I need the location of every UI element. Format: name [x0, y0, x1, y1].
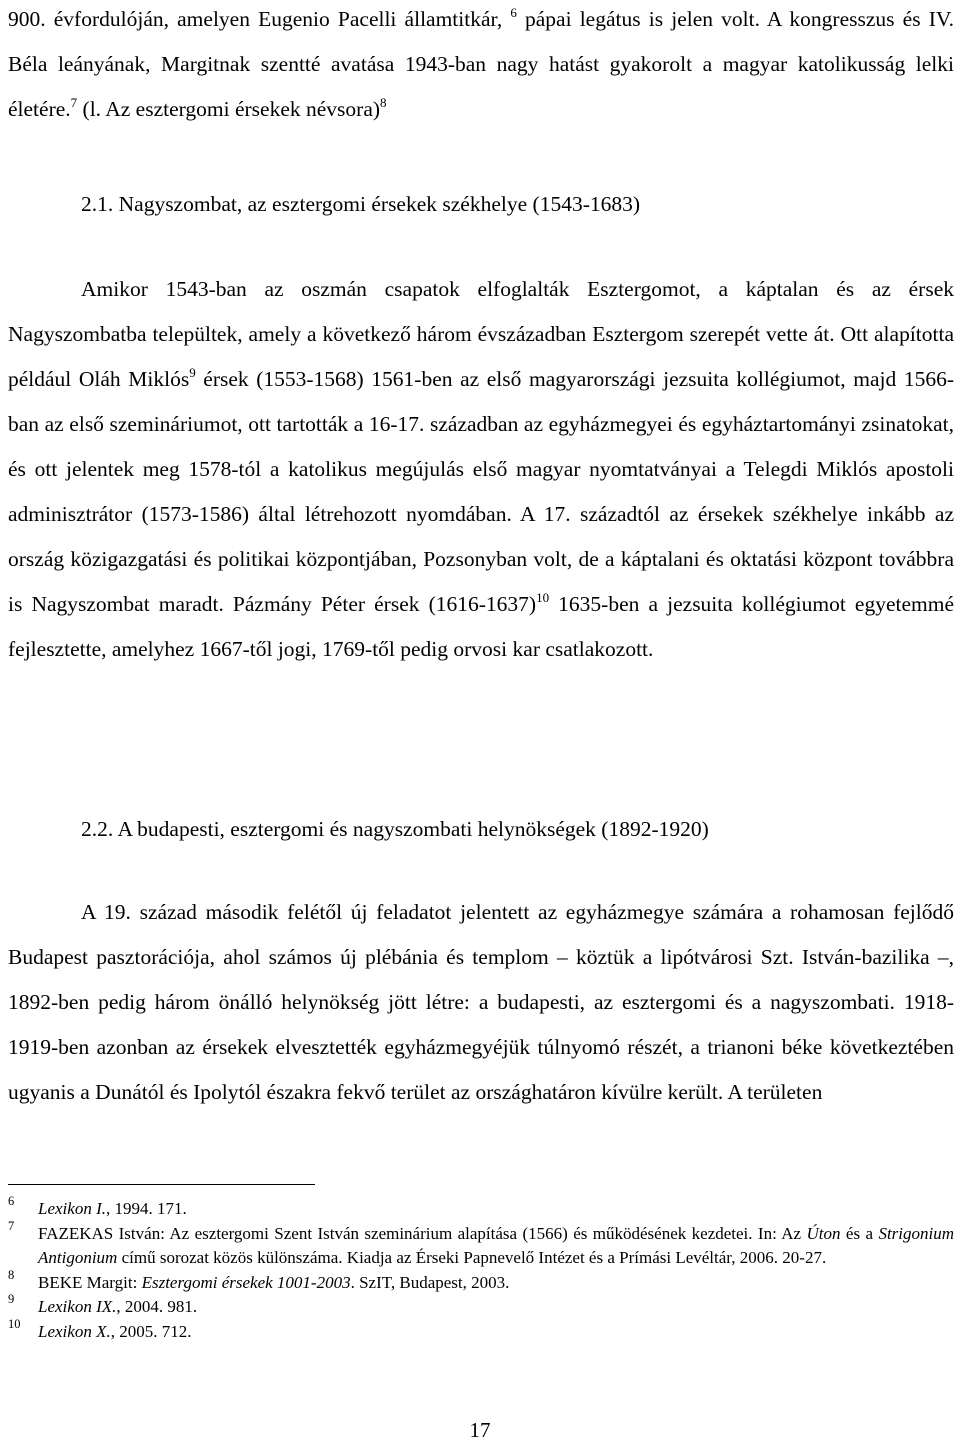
italic-run: Lexikon I.: [38, 1199, 106, 1218]
footnote-8: [8, 1267, 954, 1296]
italic-run: Úton: [806, 1223, 841, 1243]
footnote-9: [8, 1292, 954, 1320]
footnote-separator: [8, 1184, 315, 1185]
italic-run: Strigonium Antigonium: [38, 1223, 954, 1268]
footnote-text: [38, 1273, 509, 1292]
italic-run: Lexikon IX.: [38, 1297, 117, 1317]
footnote-number: 9: [8, 1292, 15, 1307]
text-run: , 1994. 171.: [105, 1199, 187, 1218]
footnote-ref-10[interactable]: 10: [536, 590, 550, 605]
text-run: , 2004. 981.: [116, 1297, 198, 1317]
footnote-ref-9[interactable]: 9: [189, 365, 196, 380]
footnote-text: [38, 1224, 954, 1268]
footnote-7: [8, 1218, 954, 1271]
text-run: című sorozat közös különszáma. Kiadja az Érseki Papnevelő Intézet és a Prímási Levéltár, 2006. 20-27.: [117, 1248, 827, 1268]
section-2-2-paragraph: A 19. század második felétől új feladatot jelentett az egyházmegye számára a rohamosan fejlődő Budapest pasztorációja, ahol számos új plébánia és templom – köztük a lipótvárosi Szt. István-bazilika –, 1892-ben pedig három önálló helynökség jött létre: a budapesti, az esztergomi és a nagyszombati. 1918-1919-ben azonban az érsekek elvesztették egyházmegyéjük túlnyomó részét, a trianoni béke következtében ugyanis a Dunától és Ipolytól északra fekvő terület az országhatáron kívülre került. A területen: [8, 900, 954, 1104]
footnote-number: 10: [8, 1316, 21, 1331]
text-run: BEKE Margit:: [38, 1272, 142, 1292]
section-heading-2-1: 2.1. Nagyszombat, az esztergomi érsekek székhelye (1543-1683): [81, 192, 641, 216]
footnotes: [8, 1194, 954, 1345]
text-run: 900. évfordulóján, amelyen Eugenio Pacelli államtitkár,: [8, 7, 511, 31]
footnote-ref-8[interactable]: 8: [380, 95, 387, 110]
footnote-6: [8, 1194, 954, 1222]
footnote-10: [8, 1316, 954, 1345]
text-run: pápai legátus is jelen volt. A kongresszus és IV. Béla leányának, Margitnak szentté avatása 1943-ban nagy hatást gyakorolt a magyar katolikusság lelki életére.: [8, 7, 954, 121]
italic-run: Lexikon X.: [38, 1321, 111, 1341]
text-run: Amikor 1543-ban az oszmán csapatok elfoglalták Esztergomot, a káptalan és az érsek Nagyszombatba települtek, amely a következő három évszázadban Esztergom szerepét vette át. Ott alapította például Oláh Miklós: [8, 277, 954, 391]
text-run: FAZEKAS István: Az esztergomi Szent István szeminárium alapítása (1566) és működésének kezdetei. In: Az: [38, 1223, 807, 1243]
text-run: érsek (1553-1568) 1561-ben az első magyarországi jezsuita kollégiumot, majd 1566-ban az első szemináriumot, ott tartották a 16-17. században az egyházmegyei és egyháztartományi zsinatokat, és ott jelentek meg 1578-tól a katolikus megújulás első magyar nyomtatványai a Telegdi Miklós apostoli adminisztrátor (1573-1586) által létrehozott nyomdában. A 17. századtól az érsekek székhelye inkább az ország közigazgatási és politikai központjában, Pozsonyban volt, de a káptalani és oktatási központ továbbra is Nagyszombat maradt. Pázmány Péter érsek (1616-1637): [8, 367, 954, 616]
footnote-number: 8: [8, 1267, 15, 1282]
section-2-1-paragraph: [8, 267, 954, 672]
text-run: 1635-ben a jezsuita kollégiumot egyetemmé fejlesztette, amelyhez 1667-től jogi, 1769-től pedig orvosi kar csatlakozott.: [8, 592, 955, 661]
footnote-number: 6: [8, 1194, 15, 1208]
footnote-text: [38, 1297, 197, 1316]
footnote-text: [38, 1199, 187, 1218]
footnote-number: 7: [8, 1218, 15, 1233]
footnote-ref-6[interactable]: 6: [510, 5, 517, 20]
italic-run: Esztergomi érsekek 1001-2003: [141, 1272, 351, 1292]
text-run: , 2005. 712.: [110, 1321, 192, 1341]
page-number: 17: [469, 1418, 491, 1442]
footnote-ref-7[interactable]: 7: [70, 95, 78, 110]
text-run: (l. Az esztergomi érsekek névsora): [77, 97, 381, 121]
footnote-text: [38, 1322, 191, 1341]
intro-paragraph: [8, 0, 954, 132]
text-run: és a: [840, 1223, 879, 1243]
text-run: . SzIT, Budapest, 2003.: [350, 1272, 510, 1292]
section-heading-2-2: 2.2. A budapesti, esztergomi és nagyszombati helynökségek (1892-1920): [81, 817, 709, 841]
